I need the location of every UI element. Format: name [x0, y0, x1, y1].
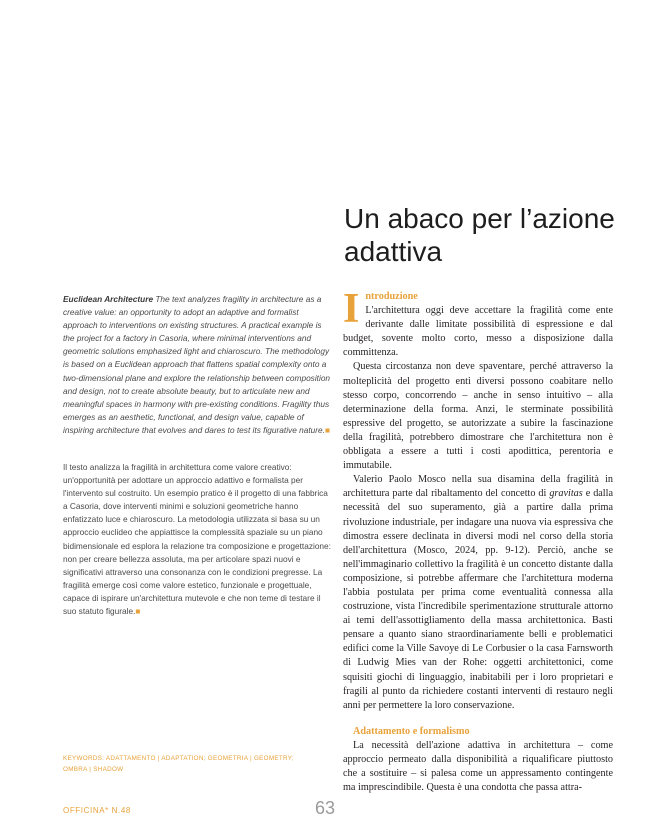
abstract-english-lead: Euclidean Architecture	[63, 294, 154, 304]
abstract-italian	[63, 461, 333, 618]
intro-paragraph	[343, 286, 613, 360]
paragraph-3-part-b: e dalla necessità del suo superamento, già a partire dalla prima rivoluzione industriale, per indagare una nuova via espressiva che dimostra essere declinata in diversi modi nel corso della storia dell'architettura (Mosco, 2024, pp. 9-12). Perciò, anche se nell'immaginario collettivo la fragilità è un concetto distante dalla composizione, si potrebbe affermare che l'architettura moderna l'abbia postulata per prima come eventualità connessa alla costruzione, vista l'incredibile sperimentazione strutturale attorno ai temi dell'assottigliamento della massa architettonica. Basti pensare a quanto siano straordinariamente belli e problematici edifici come la Ville Savoye di Le Corbusier o la casa Farnsworth di Ludwig Mies van der Rohe: oggetti architettonici, come squisiti giochi di linguaggio, inabitabili per i loro proprietari e fragili al punto da richiedere costanti interventi di restauro negli anni per permettere la loro conservazione.	[343, 488, 613, 711]
paragraph-3	[343, 473, 613, 713]
journal-footer: OFFICINA* N.48	[63, 806, 131, 815]
article-title: Un abaco per l’azione adattiva	[344, 203, 615, 267]
paragraph-4: La necessità dell'azione adattiva in architettura – come approccio permeato dalla disponibilità a riqualificare piuttosto che a sostituire – si palesa come un appressamento contingente ma imprescindibile. Questa è una condotta che passa attra-	[343, 739, 613, 794]
section-heading-adattamento: Adattamento e formalismo	[353, 725, 470, 737]
drop-cap: I	[343, 286, 360, 332]
end-mark-icon: ■	[324, 424, 330, 435]
section-adattamento	[343, 725, 613, 795]
page-number: 63	[314, 798, 336, 818]
abstract-italian-text: Il testo analizza la fragilità in architettura come valore creativo: un'opportunità per adottare un approccio adattivo e formalista per l'intervento sul costruito. Un esempio pratico è il progetto di una fabbrica a Casoria, dove interventi minimi e soluzioni geometriche hanno enfatizzato luce e chiaroscuro. La metodologia utilizzata si basa su un approccio euclideo che appiattisce la complessità spaziale su un piano bidimensionale ed esplora la relazione tra composizione e progettazione: non per creare bellezza assoluta, ma per articolare spazi nuovi e significativi attraverso una consonanza con le condizioni pregresse. La fragilità emerge così come valore estetico, funzionale e progettuale, capace di ispirare un'architettura mutevole e che non teme di testare il suo statuto figurale.	[63, 462, 331, 617]
article-body	[343, 286, 613, 795]
end-mark-icon: ■	[135, 606, 141, 617]
section-heading-intro: ntroduzione	[365, 291, 418, 302]
keywords: KEYWORDS: ADATTAMENTO | ADAPTATION; GEOMETRIA | GEOMETRY; OMBRA | SHADOW	[63, 755, 294, 773]
abstract-english	[63, 293, 333, 437]
paragraph-3-emphasis: gravitas	[549, 488, 583, 500]
paragraph-2: Questa circostanza non deve spaventare, perché attraverso la molteplicità del progetto enti diversi possono coabitare nello stesso corpo, concorrendo – anche in senso intuitivo – alla determinazione della forma. Anzi, le sterminate possibilità espressive del progetto, se autorizzate a subire la fascinazione della fragilità, potrebbero dimostrare che l'architettura non è obbligata a essere a tutti i costi apodittica, perentoria e immutabile.	[343, 361, 613, 472]
abstract-english-text: The text analyzes fragility in architecture as a creative value: an opportunity to adopt an adaptive and formalist approach to interventions on existing structures. A practical example is the project for a factory in Casoria, where minimal interventions and geometric solutions emphasized light and chiaroscuro. The methodology is based on a Euclidean approach that flattens spatial complexity onto a two-dimensional plane and explore the relationship between composition and design, not to create absolute beauty, but to articulate new and meaningful spaces in harmony with pre-existing conditions. Fragility thus emerges as an aesthetic, functional, and design value, capable of inspiring architecture that evolves and dares to test its figurative nature.	[63, 294, 331, 435]
paragraph-1: L'architettura oggi deve accettare la fragilità come ente derivante dalle limitate possibilità di espressione e dal budget, sovente molto corto, messo a disposizione dalla committenza.	[343, 305, 613, 359]
paragraph-3-part-a: Valerio Paolo Mosco nella sua disamina della fragilità in architettura parte dal ribaltamento del concetto di	[343, 474, 613, 500]
